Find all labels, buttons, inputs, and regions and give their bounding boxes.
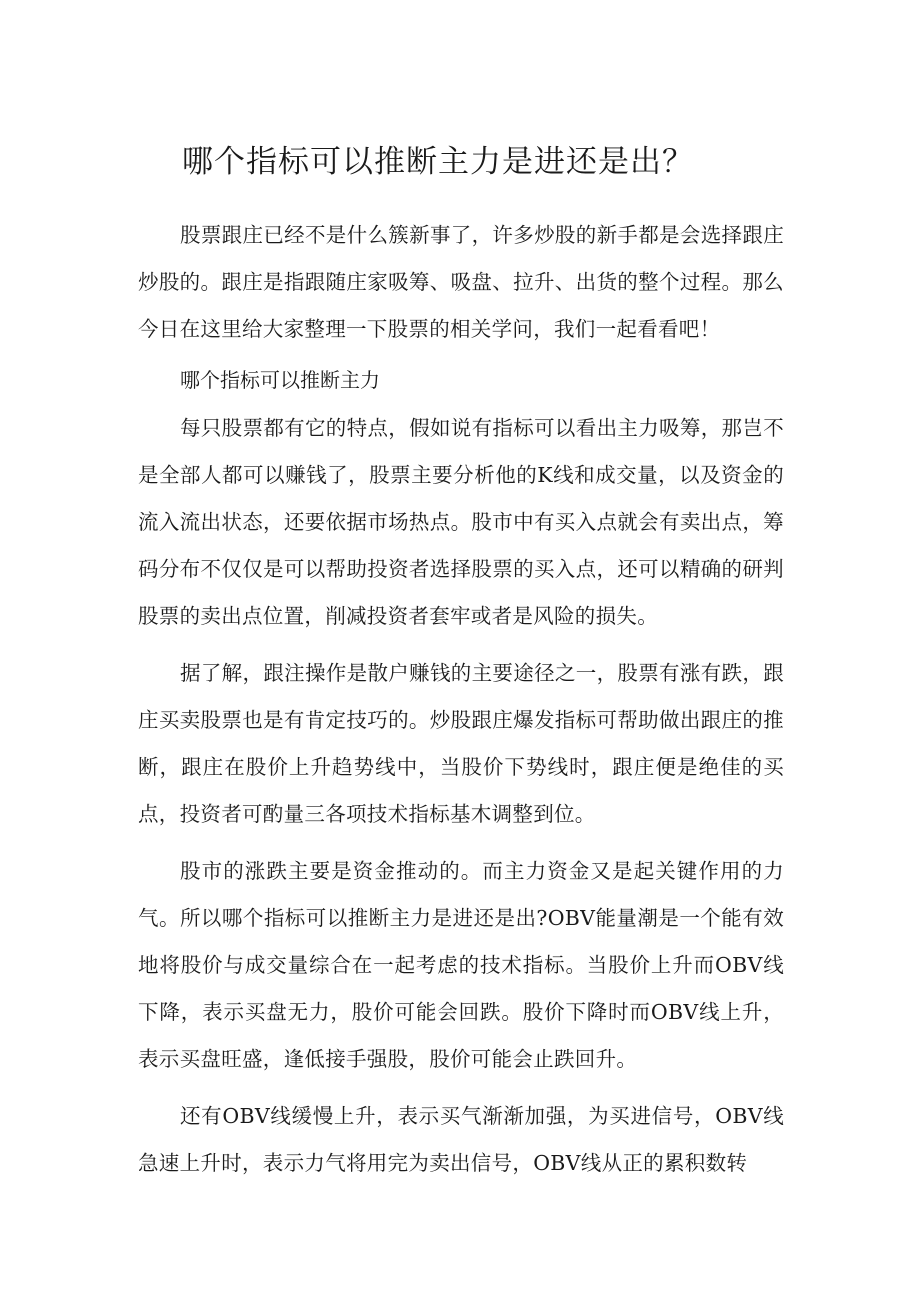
paragraph-follow-dealer: 据了解，跟注操作是散户赚钱的主要途径之一，股票有涨有跌，跟庄买卖股票也是有肯定技巧的。炒股跟庄爆发指标可帮助做出跟庄的推断，跟庄在股价上升趋势线中，当股价下势线时，跟庄便是绝佳的买点，投资者可酌量三各项技术指标基木调整到位。	[138, 661, 784, 826]
paragraph-indicators: 每只股票都有它的特点，假如说有指标可以看出主力吸筹，那岂不是全部人都可以赚钱了，股票主要分析他的K线和成交量，以及资金的流入流出状态，还要依据市场热点。股市中有买入点就会有卖出点，筹码分布不仅仅是可以帮助投资者选择股票的买入点，还可以精确的研判股票的卖出点位置，削减投资者套牢或者是风险的损失。	[138, 416, 784, 628]
paragraph-obv-signals: 还有OBV线缓慢上升，表示买气渐渐加强，为买进信号，OBV线急速上升时，表示力气将用完为卖出信号，OBV线从正的累积数转	[138, 1104, 784, 1175]
intro-paragraph: 股票跟庄已经不是什么簇新事了，许多炒股的新手都是会选择跟庄炒股的。跟庄是指跟随庄家吸筹、吸盘、拉升、出货的整个过程。那么今日在这里给大家整理一下股票的相关学问，我们一起看看吧！	[138, 223, 784, 341]
paragraph-obv: 股市的涨跌主要是资金推动的。而主力资金又是起关键作用的力气。所以哪个指标可以推断主力是进还是出?OBV能量潮是一个能有效地将股价与成交量综合在一起考虑的技术指标。当股价上升而OBV线下降，表示买盘无力，股价可能会回跌。股价下降时而OBV线上升，表示买盘旺盛，逢低接手强股，股价可能会止跌回升。	[138, 859, 784, 1071]
section-heading: 哪个指标可以推断主力	[180, 368, 380, 392]
article-title: 哪个指标可以推断主力是进还是出？	[182, 144, 694, 180]
